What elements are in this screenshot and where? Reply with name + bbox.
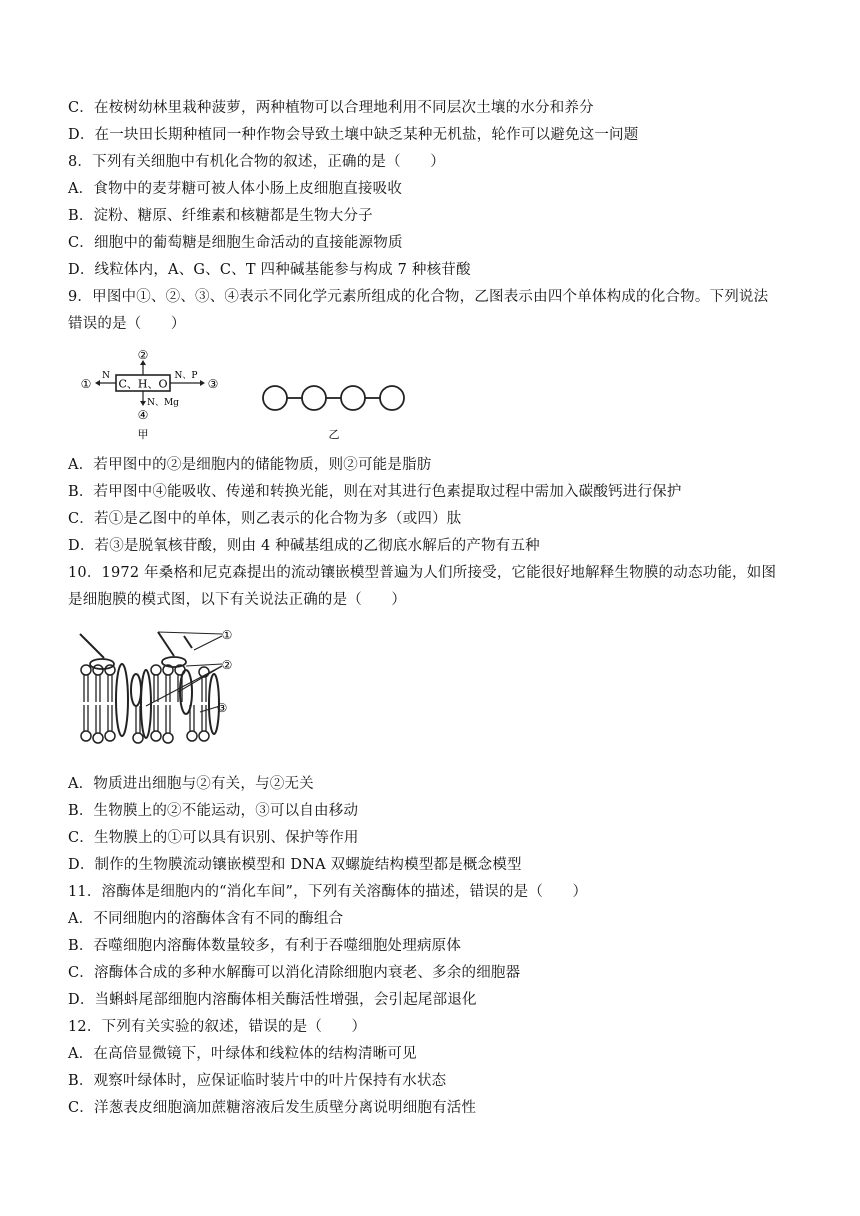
membrane-figure (74, 626, 244, 754)
q10-option-d: D．制作的生物膜流动镶嵌模型和 DNA 双螺旋结构模型都是概念模型 (68, 857, 522, 873)
q11-stem: 11．溶酶体是细胞内的“消化车间”，下列有关溶酶体的描述，错误的是（ ） (68, 884, 588, 900)
right-element-label: N、P (174, 371, 198, 381)
q9-figure-svg (76, 348, 436, 442)
membrane-figure-svg (74, 626, 244, 754)
element-box-label: C、H、O (118, 377, 168, 391)
q11-option-b: B．吞噬细胞内溶酶体数量较多，有利于吞噬细胞处理病原体 (68, 938, 462, 954)
left-element-label: N (102, 371, 110, 381)
down-element-label: N、Mg (147, 398, 179, 408)
membrane-label-1: ① (221, 628, 233, 642)
q12-option-c: C．洋葱表皮细胞滴加蔗糖溶液后发生质壁分离说明细胞有活性 (68, 1100, 477, 1116)
q8-option-a: A．食物中的麦芽糖可被人体小肠上皮细胞直接吸收 (68, 181, 403, 197)
q12-option-a: A．在高倍显微镜下，叶绿体和线粒体的结构清晰可见 (68, 1046, 417, 1062)
q11-option-c: C．溶酶体合成的多种水解酶可以消化清除细胞内衰老、多余的细胞器 (68, 965, 521, 981)
q11-option-d: D．当蝌蚪尾部细胞内溶酶体相关酶活性增强，会引起尾部退化 (68, 992, 477, 1008)
q12-option-b: B．观察叶绿体时，应保证临时装片中的叶片保持有水状态 (68, 1073, 447, 1089)
compound-1-label: ① (80, 377, 92, 391)
q10-option-c: C．生物膜上的①可以具有识别、保护等作用 (68, 830, 359, 846)
figure-yi-label: 乙 (328, 428, 340, 441)
q8-option-b: B．淀粉、糖原、纤维素和核糖都是生物大分子 (68, 208, 373, 224)
q9-option-c: C．若①是乙图中的单体，则乙表示的化合物为多（或四）肽 (68, 511, 462, 527)
compound-2-label: ② (137, 348, 149, 362)
q7-option-d: D．在一块田长期种植同一种作物会导致土壤中缺乏某种无机盐，轮作可以避免这一问题 (68, 127, 639, 143)
monomer-2 (302, 386, 326, 410)
monomer-3 (341, 386, 365, 410)
glycoprotein-chains (80, 632, 192, 658)
q9-figure (76, 348, 436, 442)
membrane-label-2: ② (221, 658, 233, 672)
q10-stem-line1: 10．1972 年桑格和尼克森提出的流动镶嵌模型普遍为人们所接受，它能很好地解释生物膜的动态功能，如图 (68, 565, 777, 581)
q10-option-a: A．物质进出细胞与②有关，与②无关 (68, 776, 314, 792)
compound-4-label: ④ (137, 408, 149, 422)
q9-stem-line2: 错误的是（ ） (68, 316, 186, 332)
q9-option-d: D．若③是脱氧核苷酸，则由 4 种碱基组成的乙彻底水解后的产物有五种 (68, 538, 540, 554)
compound-3-label: ③ (207, 377, 219, 391)
q8-stem: 8．下列有关细胞中有机化合物的叙述，正确的是（ ） (68, 154, 445, 170)
q10-option-b: B．生物膜上的②不能运动，③可以自由移动 (68, 803, 359, 819)
q9-option-b: B．若甲图中④能吸收、传递和转换光能，则在对其进行色素提取过程中需加入碳酸钙进行保护 (68, 484, 682, 500)
monomer-chain (263, 386, 404, 410)
monomer-1 (263, 386, 287, 410)
figure-jia-label: 甲 (137, 428, 149, 441)
q12-stem: 12．下列有关实验的叙述，错误的是（ ） (68, 1019, 367, 1035)
q9-option-a: A．若甲图中的②是细胞内的储能物质，则②可能是脂肪 (68, 457, 432, 473)
q8-option-d: D．线粒体内，A、G、C、T 四种碱基能参与构成 7 种核苷酸 (68, 262, 471, 278)
q7-option-c: C．在桉树幼林里栽种菠萝，两种植物可以合理地利用不同层次土壤的水分和养分 (68, 100, 594, 116)
monomer-4 (380, 386, 404, 410)
q8-option-c: C．细胞中的葡萄糖是细胞生命活动的直接能源物质 (68, 235, 403, 251)
q11-option-a: A．不同细胞内的溶酶体含有不同的酶组合 (68, 911, 344, 927)
q9-stem-line1: 9．甲图中①、②、③、④表示不同化学元素所组成的化合物，乙图表示由四个单体构成的化合物。下列说法 (68, 289, 769, 305)
membrane-label-3: ③ (216, 701, 228, 715)
q10-stem-line2: 是细胞膜的模式图，以下有关说法正确的是（ ） (68, 592, 407, 608)
